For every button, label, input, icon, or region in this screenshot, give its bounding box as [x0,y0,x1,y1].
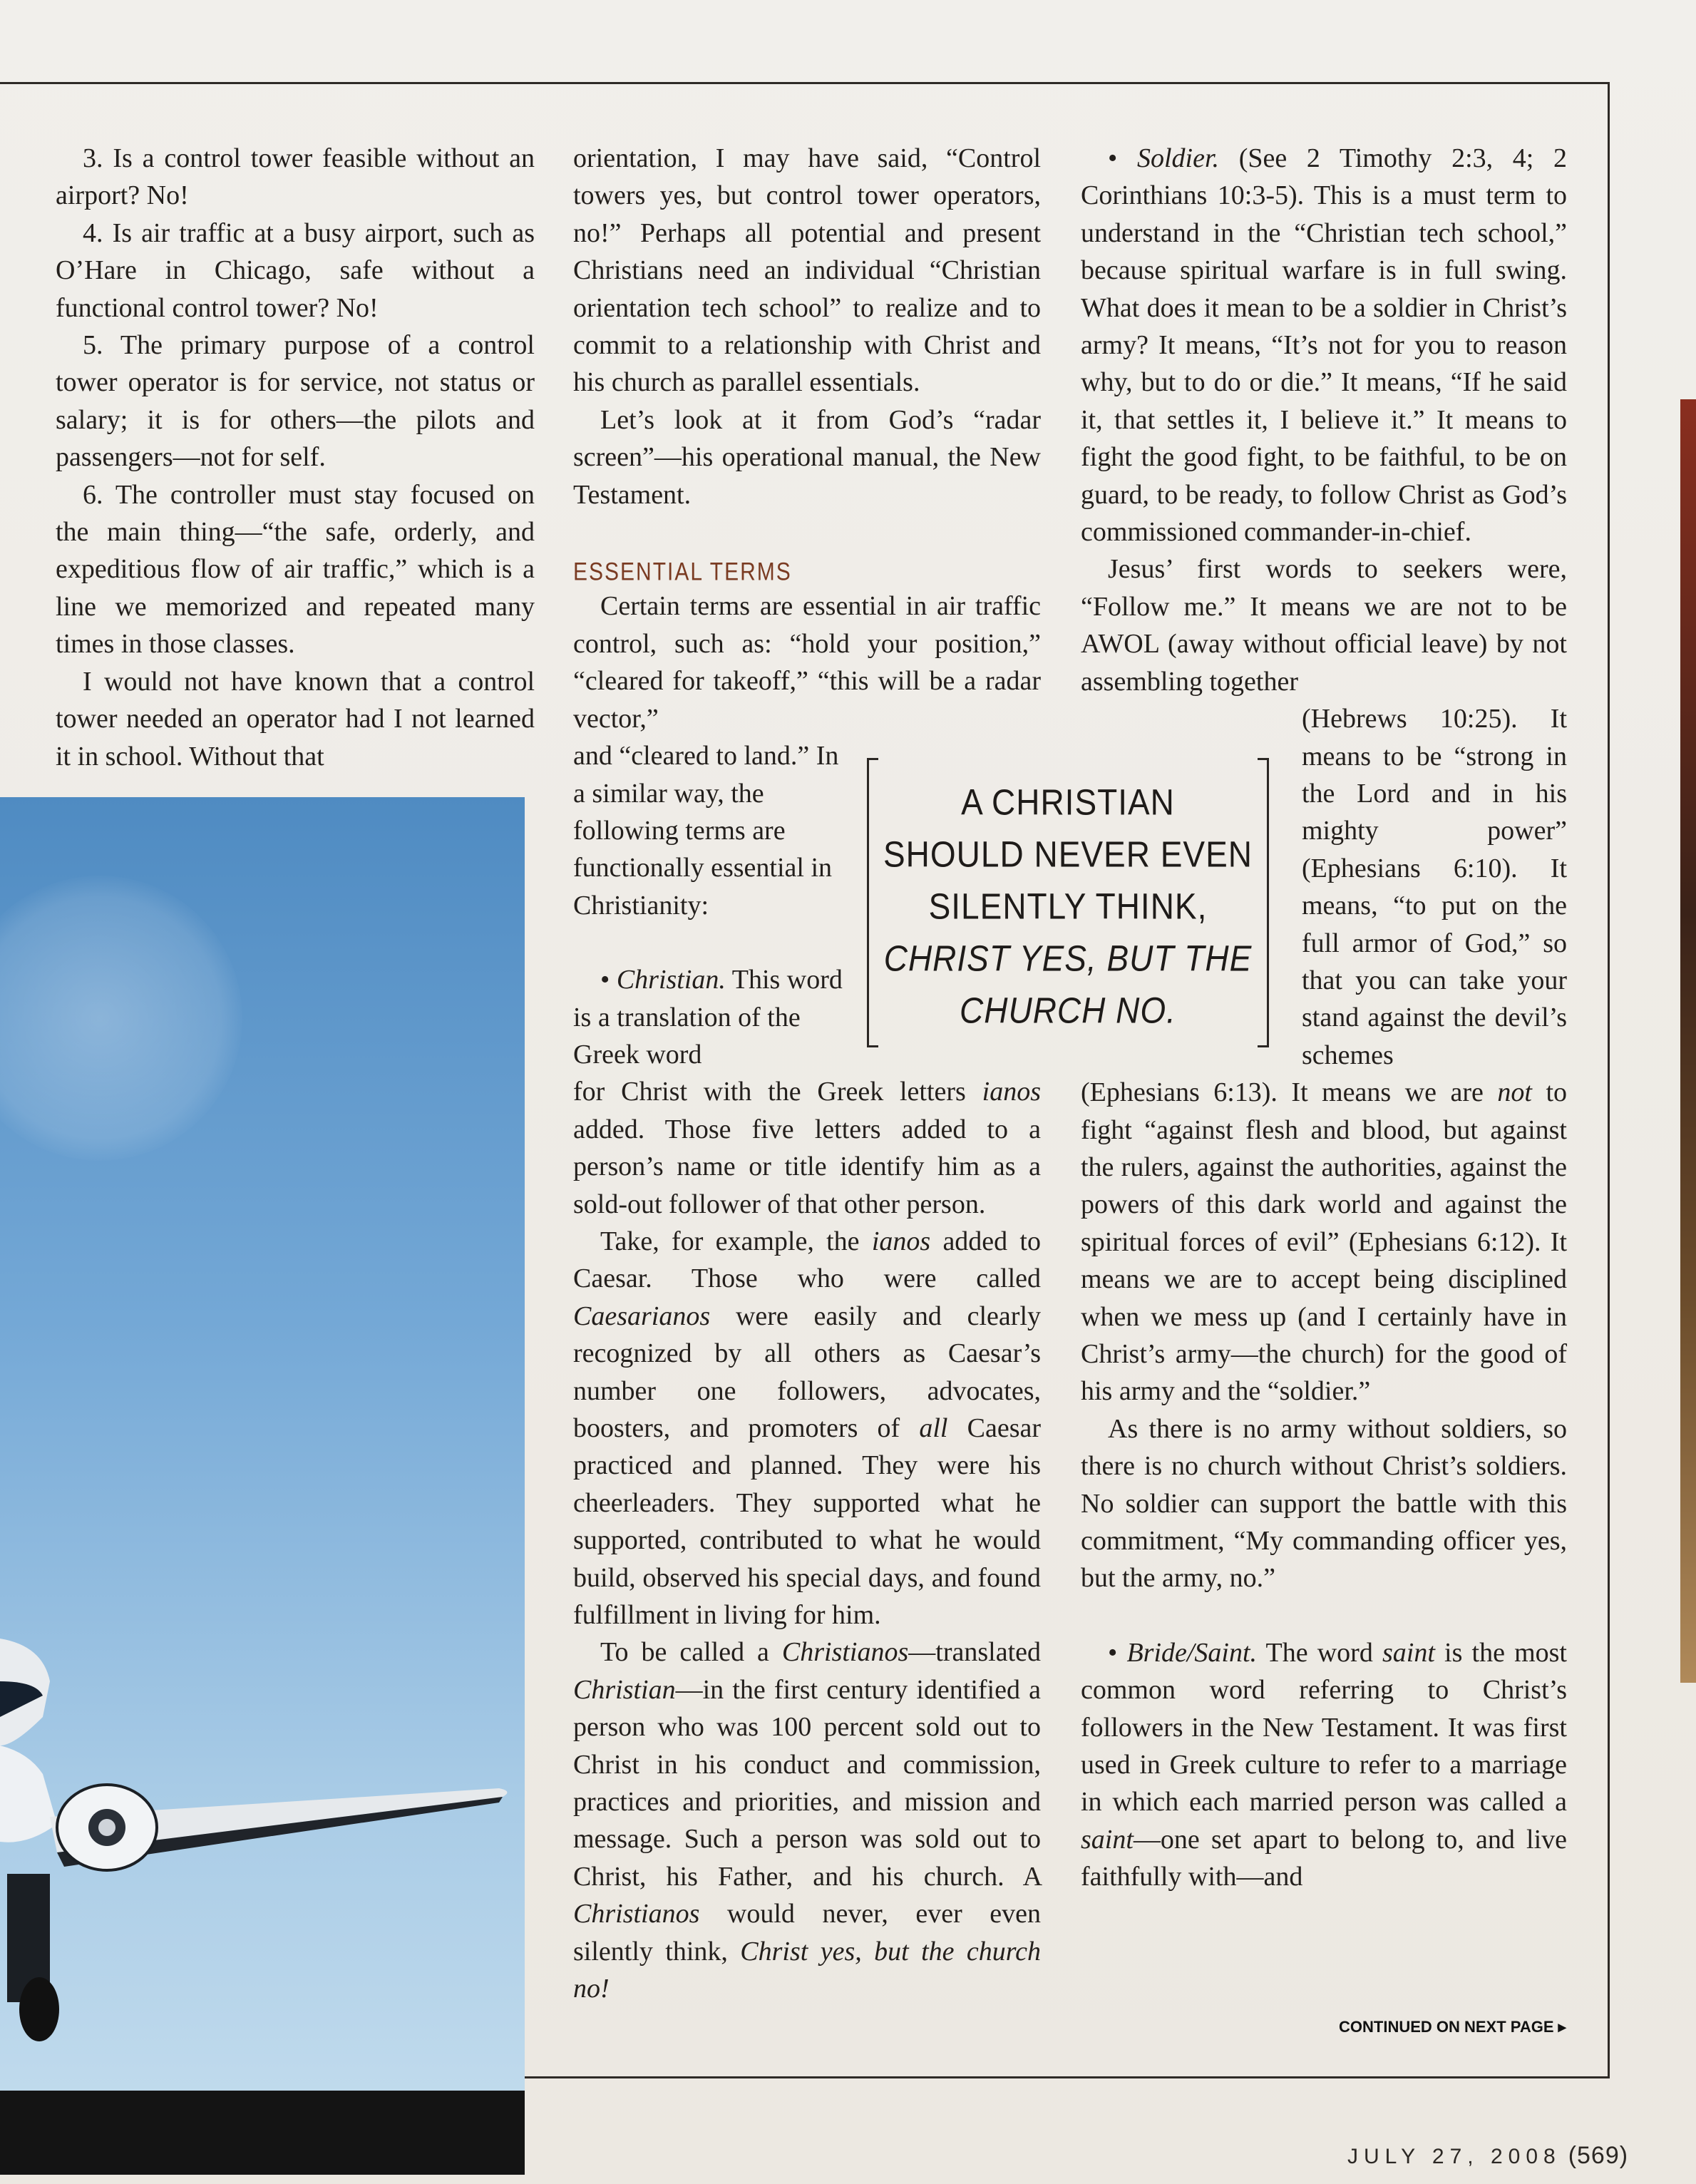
paragraph: 3. Is a control tower feasible without an airport? No! [56,143,535,211]
paragraph: Jesus’ first words to seekers were, “Follow me.” It means we are not to be AWOL (away without official leave) by not assembling together [1081,554,1567,697]
paragraph: I would not have known that a control tower needed an operator had I not learned it in school. Without that [56,666,535,771]
column-2 [573,140,1041,2008]
issue-date: JULY 27, 2008 [1347,2145,1561,2168]
airplane-illustration [0,1639,525,2138]
page-footer [1347,2142,1628,2170]
bracket-left [867,758,878,1047]
italic-word: saint [1382,1637,1435,1668]
column-3 [1081,140,1567,1896]
runway-shadow [0,2091,525,2175]
text-span: Take, for example, the [600,1226,860,1256]
pull-quote-line: SHOULD NEVER EVEN [883,834,1253,875]
paragraph [1081,1074,1567,1410]
paragraph: and “cleared to land.” In a similar way, the following terms are functionally essential in Christianity: [573,741,839,921]
pull-quote-line: CHURCH NO. [960,990,1176,1031]
paragraph: • Soldier. (See 2 Timothy 2:3, 4; 2 Corinthians 10:3-5). This is a must term to understand in the “Christian tech school,” because spiritual warfare is in full swing. What does it mean to be a soldier in Christ’s army? It means, “It’s not for you to reason why, but to do or die.” It means, “If he said it, that settles it, I believe it.” It means to fight the good fight, to be faithful, to be on guard, to be ready, to follow Christ as God’s commissioned commander-in-chief. [1081,143,1568,548]
pull-quote-line: A CHRISTIAN [961,781,1175,823]
italic-word: Caesarianos [573,1301,711,1331]
adjacent-page-edge [1680,399,1696,1683]
italic-word: Christianos [573,1899,700,1929]
text-span: would never, ever even silently think, [573,1899,1041,1967]
term-text: This word is a translation of the Greek word [573,965,843,1070]
paragraph: 5. The primary purpose of a control tower operator is for service, not status or salary; it is for others—the pilots and passengers—not for self. [56,330,535,473]
continued-link[interactable]: CONTINUED ON NEXT PAGE ▸ [1339,2018,1566,2036]
paragraph: Certain terms are essential in air traffic control, such as: “hold your position,” “cleared for takeoff,” “this will be a radar vector,” [573,591,1041,734]
paragraph [573,1634,1041,2007]
text-span: To be called a [600,1637,769,1668]
text-span: to fight “against flesh and blood, but against the rulers, against the authorities, against the powers of this dark world and against the spiritual forces of evil” (Ephesians 6:12). It means we are to accept being disciplined when we mess up (and I certainly have in Christ’s army—the church) for the good of his army and the “soldier.” [1081,1077,1568,1407]
term-label: Bride/Saint. [1126,1637,1258,1668]
italic-phrase: Christ yes, but the church no! [573,1936,1041,2004]
airplane-photo [0,797,525,2175]
paragraph: orientation, I may have said, “Control towers yes, but control tower operators, no!” Perhaps all potential and present Christians need an individual “Christian orientation tech school” to realize and to commit to a relationship with Christ and his church as parallel essentials. [573,143,1041,398]
sky-glow [0,876,242,1161]
text-span: added. Those five letters added to a person’s name or title identify him as a sold-out follower of that other person. [573,1114,1041,1219]
italic-word: all [919,1413,948,1443]
pull-quote-line: CHRIST YES, BUT THE [883,938,1253,979]
paragraph: As there is no army without soldiers, so there is no church without Christ’s soldiers. No soldier can support the battle with this commitment, “My commanding officer yes, but the army, no.” [1081,1413,1567,1594]
text-span: —in the first century identified a person who was 100 percent sold out to Christ in his conduct and commission, practices and priorities, and mission and message. Such a person was sold out to Christ, his Father, and his church. A [573,1674,1041,1892]
italic-word: Christianos [781,1637,909,1668]
paragraph: Let’s look at it from God’s “radar screen”—his operational manual, the New Testament. [573,404,1041,510]
italic-word: Christian [573,1674,676,1705]
text-span: Caesar practiced and planned. They were his cheerleaders. They supported what he supported, contributed to what he would build, observed his special days, and found fulfillment in living for him. [573,1413,1042,1631]
italic-word: ianos [871,1226,931,1256]
text-span: (Ephesians 6:13). It means we are [1081,1077,1484,1108]
text-span: for Christ with the Greek letters [573,1077,966,1107]
paragraph [573,1073,1041,1223]
text-span: were easily and clearly recognized by all others as Caesar’s number one followers, advocates, boosters, and promoters of [573,1301,1042,1443]
italic-word: saint [1081,1824,1134,1855]
term-label: Soldier. [1136,143,1220,173]
paragraph [573,1223,1041,1634]
paragraph: (Hebrews 10:25). It means to be “strong in the Lord and in his mighty power” (Ephesians 6:10). It means, “to put on the full armor of God,” so that you can take your stand against the devil’s schemes [1302,704,1567,1070]
italic-word: not [1497,1077,1532,1108]
text-span: added to Caesar. Those who were called [573,1226,1041,1294]
page-number: (569) [1568,2142,1629,2169]
text-span: The word [1265,1637,1373,1668]
text-span: —one set apart to belong to, and live faithfully with—and [1081,1824,1567,1892]
paragraph: 4. Is air traffic at a busy airport, such as O’Hare in Chicago, safe without a functional control tower? No! [56,217,535,323]
text-span: (See 2 Timothy 2:3, 4; 2 Corinthians 10:3-5). This is a must term to understand in the “Christian tech school,” because spiritual warfare is in full swing. What does it mean to be a soldier in Christ’s army? It means, “It’s not for you to reason why, but to do or die.” It means, “If he said it, that settles it, I believe it.” It means to fight the good fight, to be faithful, to be on guard, to be ready, to follow Christ as God’s commissioned commander-in-chief. [1081,143,1568,548]
pull-quote-line: SILENTLY THINK, [928,886,1208,927]
column-1 [56,140,535,775]
paragraph: • Bride/Saint. The word saint is the most common word referring to Christ’s followers in the New Testament. It was first used in Greek culture to refer to a marriage in which each married person was called a saint—one set apart to belong to, and live faithfully with—and [1081,1637,1567,1892]
section-heading: ESSENTIAL TERMS [573,558,792,586]
paragraph: 6. The controller must stay focused on the main thing—“the safe, orderly, and expeditious flow of air traffic,” which is a line we memorized and repeated many times in those classes. [56,479,535,660]
italic-word: ianos [982,1077,1041,1107]
paragraph: • Christian. This word is a translation of the Greek word [573,965,843,1070]
term-label: Christian. [616,965,726,995]
text-span: is the most common word referring to Christ’s followers in the New Testament. It was first used in Greek culture to refer to a marriage in which each married person was called a [1081,1637,1567,1818]
text-span: —translated [908,1637,1041,1668]
